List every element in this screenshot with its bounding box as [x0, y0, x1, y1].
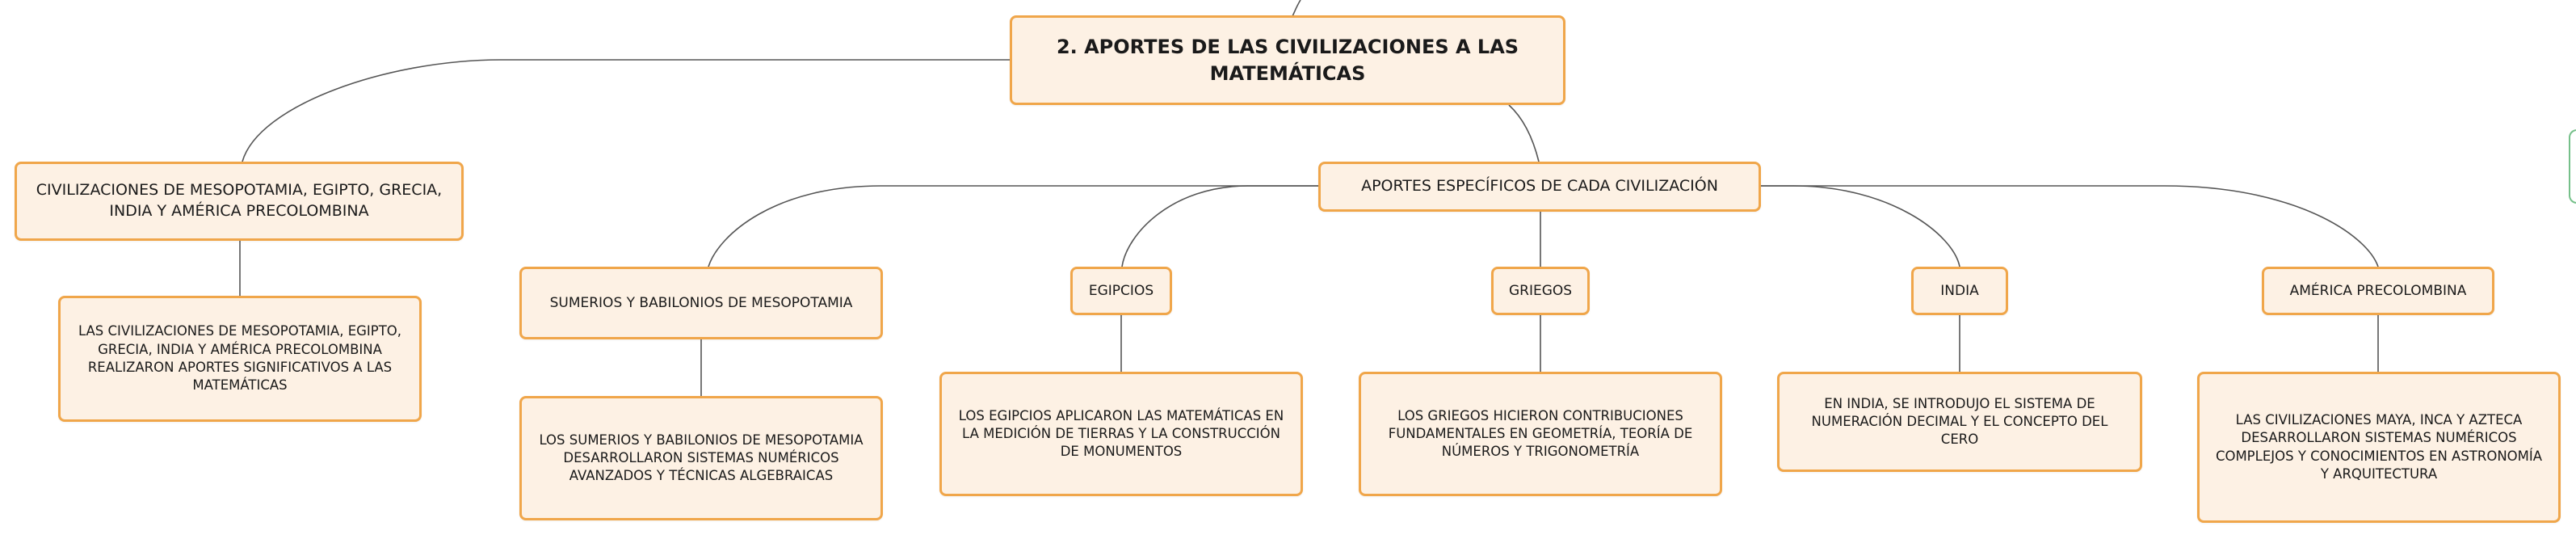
connector-parent-to-root — [1292, 0, 1301, 16]
connector-root-to-left-branch — [242, 60, 1010, 162]
topic-egipcios[interactable]: EGIPCIOS — [1070, 267, 1172, 315]
topic-america-precolombina[interactable]: AMÉRICA PRECOLOMBINA — [2262, 267, 2494, 315]
connector-right-to-america — [1761, 186, 2378, 267]
offscreen-node-edge[interactable] — [2569, 129, 2576, 204]
detail-griegos[interactable]: LOS GRIEGOS HICIERON CONTRIBUCIONES FUNDAMENTALES EN GEOMETRÍA, TEORÍA DE NÚMEROS Y TRIGONOMETRÍA — [1359, 372, 1722, 496]
connector-right-to-india — [1761, 186, 1960, 267]
detail-egipcios[interactable]: LOS EGIPCIOS APLICARON LAS MATEMÁTICAS EN LA MEDICIÓN DE TIERRAS Y LA CONSTRUCCIÓN DE MONUMENTOS — [939, 372, 1303, 496]
detail-sumerios-babilonios[interactable]: LOS SUMERIOS Y BABILONIOS DE MESOPOTAMIA DESARROLLARON SISTEMAS NUMÉRICOS AVANZADOS Y TÉCNICAS ALGEBRAICAS — [519, 396, 883, 520]
topic-griegos[interactable]: GRIEGOS — [1491, 267, 1590, 315]
topic-india[interactable]: INDIA — [1911, 267, 2008, 315]
root-topic[interactable]: 2. APORTES DE LAS CIVILIZACIONES A LAS MATEMÁTICAS — [1010, 15, 1565, 105]
topic-sumerios-babilonios[interactable]: SUMERIOS Y BABILONIOS DE MESOPOTAMIA — [519, 267, 883, 339]
topic-aportes-especificos[interactable]: APORTES ESPECÍFICOS DE CADA CIVILIZACIÓN — [1318, 162, 1761, 212]
connector-right-to-egipcios — [1122, 186, 1318, 267]
detail-india[interactable]: EN INDIA, SE INTRODUJO EL SISTEMA DE NUMERACIÓN DECIMAL Y EL CONCEPTO DEL CERO — [1777, 372, 2142, 472]
detail-civilizaciones-general[interactable]: LAS CIVILIZACIONES DE MESOPOTAMIA, EGIPTO, GRECIA, INDIA Y AMÉRICA PRECOLOMBINA REALIZARON APORTES SIGNIFICATIVOS A LAS MATEMÁTICAS — [58, 296, 422, 422]
detail-america-precolombina[interactable]: LAS CIVILIZACIONES MAYA, INCA Y AZTECA DESARROLLARON SISTEMAS NUMÉRICOS COMPLEJOS Y CONOCIMIENTOS EN ASTRONOMÍA Y ARQUITECTURA — [2197, 372, 2561, 523]
topic-civilizaciones-general[interactable]: CIVILIZACIONES DE MESOPOTAMIA, EGIPTO, GRECIA, INDIA Y AMÉRICA PRECOLOMBINA — [15, 162, 464, 241]
connector-right-to-sumerios — [708, 186, 1318, 267]
connector-root-to-right-branch — [1509, 105, 1539, 162]
